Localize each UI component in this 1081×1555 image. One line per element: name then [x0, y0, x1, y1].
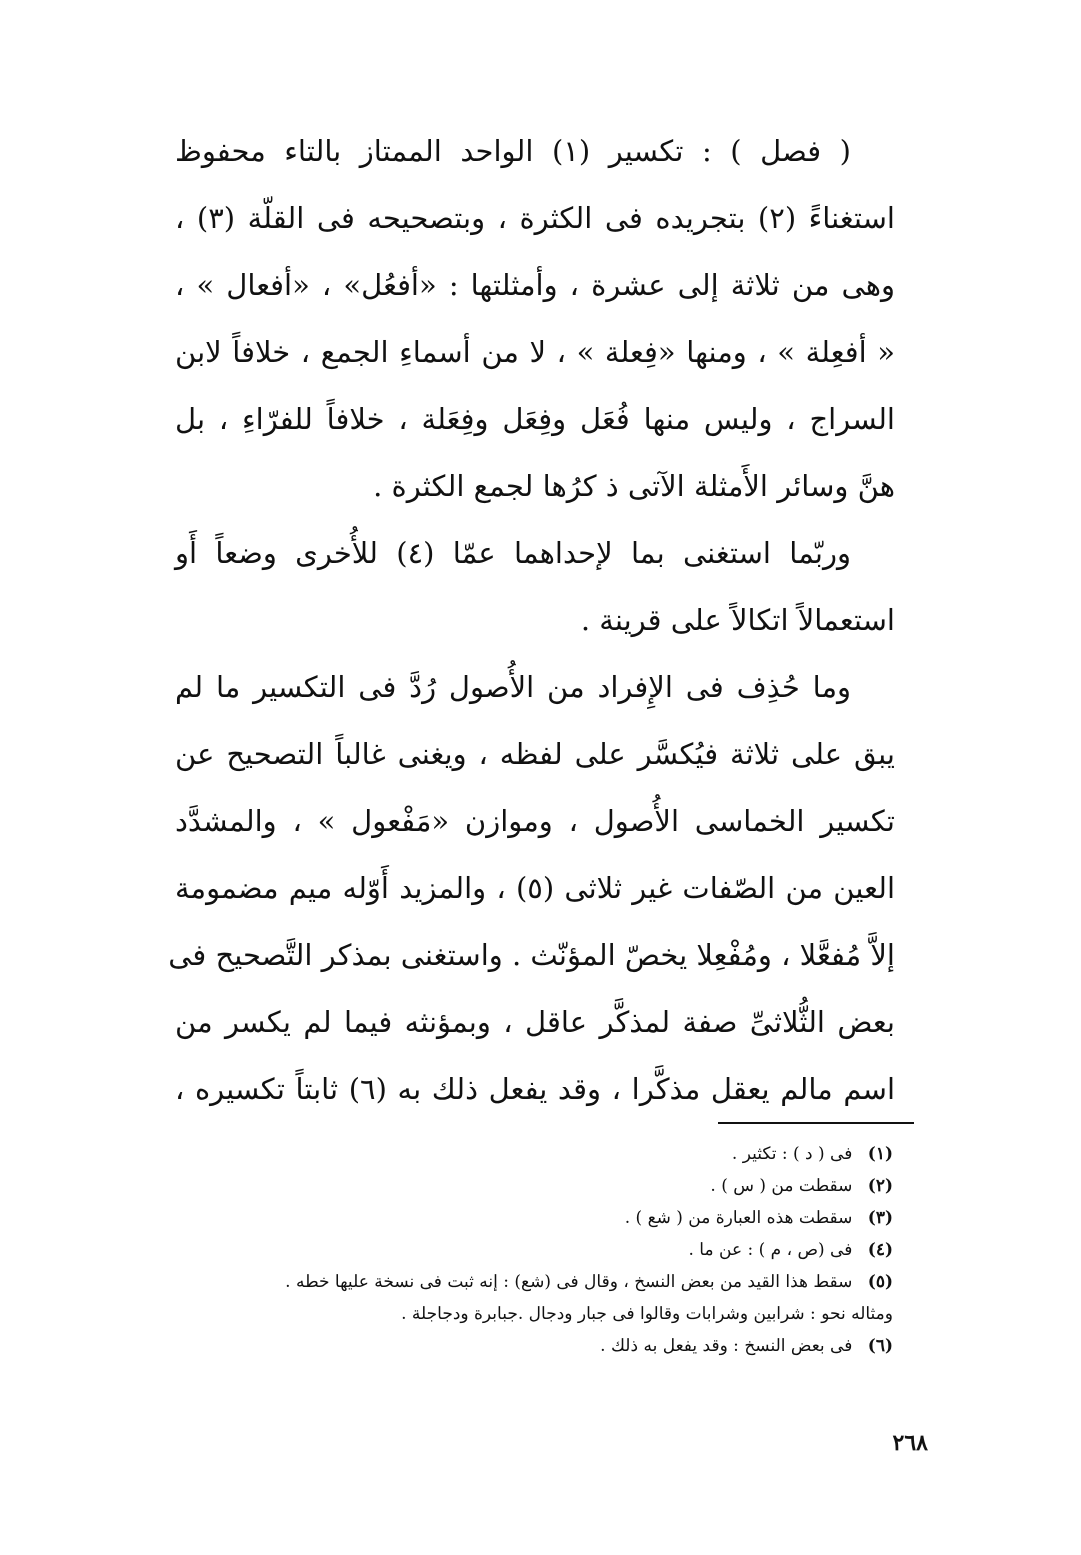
footnote-separator [718, 1122, 914, 1124]
footnote-number: (٣) [867, 1208, 893, 1228]
text-line-6: هنَّ وسائر الأَمثلة الآتى ذ كرُها لجمع الكثرة . [373, 469, 895, 503]
footnote-number: (٤) [867, 1240, 893, 1260]
text-line-9: وما حُذِف فى الإِفراد من الأُصول رُدَّ فى التكسير ما لم [175, 670, 851, 704]
footnote-number: (٢) [867, 1176, 893, 1196]
text-line-14: بعض الثُّلاثىِّ صفة لمذكَّر عاقل ، وبمؤنثه فيما لم يكسر من [175, 1005, 895, 1039]
footnote-4 [160, 1234, 893, 1266]
footnote-text: سقط هذا القيد من بعض النسخ ، وقال فى (شع) : إنه ثبت فى نسخة عليها خطه . [285, 1272, 853, 1292]
text-line-2: استغناءً (٢) بتجريده فى الكثرة ، وبتصحيحه فى القلّة (٣) ، [175, 201, 895, 235]
footnote-number: (٥) [867, 1272, 893, 1292]
footnote-text: ومثاله نحو : شرابين وشرابات وقالوا فى جبار ودجال .جبابرة ودجاجلة . [401, 1304, 893, 1324]
footnote-5 [160, 1266, 893, 1298]
footnote-number: (٦) [867, 1336, 893, 1356]
text-line-4: « أفعِلة » ، ومنها «فِعلة » ، لا من أسماءِ الجمع ، خلافاً لابن [175, 335, 895, 369]
text-line-15: اسم مالم يعقل مذكَّرا ، وقد يفعل ذلك به (٦) ثابتاً تكسيره ، [175, 1072, 895, 1106]
text-line-10: يبق على ثلاثة فيُكسَّر على لفظه ، ويغنى غالباً التصحيح عن [175, 737, 895, 771]
text-line-5: السراج ، وليس منها فُعَل وفِعَل وفِعَلة ، خلافاً للفرّاءِ ، بل [175, 402, 895, 436]
footnotes [160, 1138, 893, 1362]
footnote-text: فى (ص ، م ) : عن ما . [688, 1240, 853, 1260]
footnote-2 [160, 1170, 893, 1202]
footnote-5-continuation [160, 1298, 893, 1330]
footnote-text: فى بعض النسخ : وقد يفعل به ذلك . [600, 1336, 853, 1356]
text-line-3: وهى من ثلاثة إلى عشرة ، وأمثلتها : «أفعُل» ، «أفعال » ، [175, 268, 895, 302]
text-line-13: إلاَّ مُفعَّلا ، ومُفْعِلا يخصّ المؤنّث . واستغنى بمذكر التَّصحيح فى [168, 938, 895, 972]
footnote-number: (١) [867, 1144, 893, 1164]
footnote-text: سقطت من ( س ) . [710, 1176, 853, 1196]
text-line-12: العين من الصّفات غير ثلاثى (٥) ، والمزيد أَوّله ميم مضمومة [175, 871, 896, 905]
footnote-6 [160, 1330, 893, 1362]
footnote-text: فى ( د ) : تكثير . [731, 1144, 853, 1164]
text-line-11: تكسير الخماسى الأُصول ، وموازن «مَفْعول » ، والمشدَّد [175, 804, 895, 838]
footnote-3 [160, 1202, 893, 1234]
main-text [168, 118, 896, 1123]
page-number: ٢٦٨ [892, 1430, 928, 1456]
text-line-8: استعمالاً اتكالاً على قرينة . [580, 603, 895, 637]
text-line-1: ( فصل ) : تكسير (١) الواحد الممتاز بالتاء محفوظ [175, 134, 851, 168]
text-line-7: وربّما استغنى بما لإحداهما عمّا (٤) للأُخرى وضعاً أَو [175, 536, 851, 570]
footnote-text: سقطت هذه العبارة من ( شع ) . [624, 1208, 853, 1228]
footnote-1 [160, 1138, 893, 1170]
